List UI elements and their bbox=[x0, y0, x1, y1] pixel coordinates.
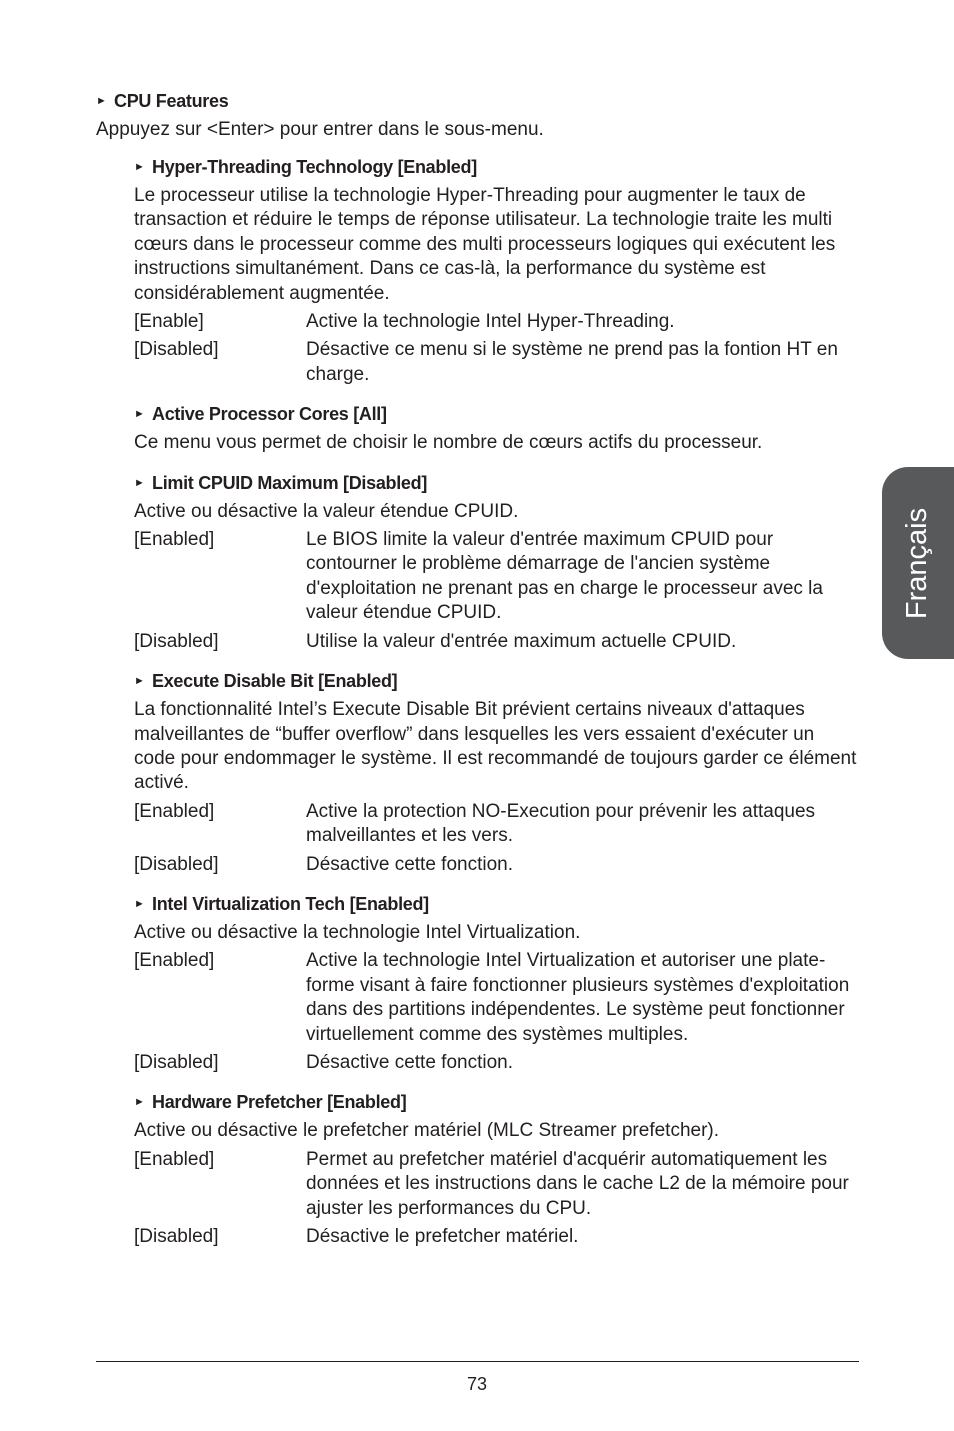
setting-description: Active ou désactive le prefetcher matériel (MLC Streamer prefetcher). bbox=[134, 1120, 720, 1142]
option-row bbox=[134, 528, 860, 626]
option-row bbox=[134, 949, 860, 1047]
triangle-right-icon: ► bbox=[134, 897, 145, 910]
option-value: Utilise la valeur d'entrée maximum actuelle CPUID. bbox=[306, 630, 737, 652]
option-value: Désactive ce menu si le système ne prend pas la fontion HT en charge. bbox=[306, 339, 838, 385]
triangle-right-icon: ► bbox=[96, 95, 107, 107]
option-row bbox=[134, 1051, 860, 1075]
setting-description: Le processeur utilise la technologie Hyper-Threading pour augmenter le taux de transaction et réduire le temps de réponse utilisateur. La technologie traite les multi cœurs dans le processeur comme des multi processeurs logiques qui exécutent les instructions simultanément. Dans ce cas-là, la performance du système est considérablement augmentée. bbox=[134, 185, 836, 304]
option-key: [Disabled] bbox=[134, 1051, 219, 1073]
setting-title bbox=[134, 1089, 860, 1115]
setting-title bbox=[134, 154, 860, 180]
setting-section bbox=[134, 154, 860, 387]
option-value: Permet au prefetcher matériel d'acquérir automatiquement les données et les instructions dans le cache L2 de la mémoire pour ajuster les performances du CPU. bbox=[306, 1148, 849, 1219]
setting-section bbox=[134, 891, 860, 1075]
option-key: [Disabled] bbox=[134, 853, 219, 875]
setting-description: Active ou désactive la valeur étendue CPUID. bbox=[134, 500, 519, 522]
triangle-right-icon: ► bbox=[134, 1096, 145, 1109]
option-row bbox=[134, 1148, 860, 1221]
option-value: Désactive cette fonction. bbox=[306, 1051, 513, 1073]
settings-list bbox=[96, 154, 860, 1249]
setting-section bbox=[134, 470, 860, 654]
setting-section bbox=[134, 1089, 860, 1249]
option-value: Désactive cette fonction. bbox=[306, 853, 513, 875]
setting-title bbox=[134, 470, 860, 496]
setting-title-text: Limit CPUID Maximum [Disabled] bbox=[152, 472, 428, 493]
language-tab-label: Français bbox=[901, 507, 934, 619]
option-value: Active la technologie Intel Virtualization et autoriser une plate-forme visant à faire fonctionner plusieurs systèmes d'exploitation dans des partitions indépendentes. Le système peut fonctionner virtuellement comme des systèmes multiples. bbox=[306, 950, 850, 1045]
option-key: [Enabled] bbox=[134, 1148, 215, 1170]
menu-intro: Appuyez sur <Enter> pour entrer dans le sous-menu. bbox=[96, 119, 544, 140]
option-key: [Enabled] bbox=[134, 800, 215, 822]
option-value: Désactive le prefetcher matériel. bbox=[306, 1226, 579, 1247]
option-row bbox=[134, 310, 860, 334]
setting-description: La fonctionnalité Intel’s Execute Disable Bit prévient certains niveaux d'attaques malveillantes de “buffer overflow” dans lesquelles les vers essaient d'exécuter un code pour endommager le système. Il est recommandé de toujours garder ce élément activé. bbox=[134, 699, 857, 794]
setting-title bbox=[134, 891, 860, 917]
option-key: [Disabled] bbox=[134, 1226, 219, 1247]
option-key: [Enabled] bbox=[134, 950, 215, 972]
option-row bbox=[134, 630, 860, 654]
setting-title-text: Active Processor Cores [All] bbox=[152, 404, 387, 425]
page-number: 73 bbox=[466, 1374, 488, 1394]
option-value: Active la protection NO-Execution pour prévenir les attaques malveillantes et les vers. bbox=[306, 800, 816, 847]
triangle-right-icon: ► bbox=[134, 161, 145, 173]
option-key: [Enabled] bbox=[134, 529, 215, 551]
option-row bbox=[134, 853, 860, 877]
setting-title bbox=[134, 401, 860, 427]
menu-heading-text: CPU Features bbox=[114, 91, 229, 111]
setting-title-text: Hardware Prefetcher [Enabled] bbox=[152, 1092, 407, 1113]
setting-title-text: Intel Virtualization Tech [Enabled] bbox=[152, 893, 429, 914]
setting-title-text: Hyper-Threading Technology [Enabled] bbox=[152, 157, 477, 177]
option-key: [Enable] bbox=[134, 311, 204, 333]
menu-heading bbox=[96, 88, 860, 114]
option-key: [Disabled] bbox=[134, 630, 219, 652]
option-row bbox=[134, 800, 860, 849]
setting-description: Ce menu vous permet de choisir le nombre de cœurs actifs du processeur. bbox=[134, 432, 763, 454]
setting-section bbox=[134, 668, 860, 877]
option-key: [Disabled] bbox=[134, 339, 219, 361]
setting-section bbox=[134, 401, 860, 455]
language-tab bbox=[882, 467, 954, 659]
setting-title bbox=[134, 668, 860, 694]
triangle-right-icon: ► bbox=[134, 476, 145, 489]
footer-rule bbox=[96, 1361, 859, 1362]
option-value: Active la technologie Intel Hyper-Threading. bbox=[306, 311, 675, 333]
option-row bbox=[134, 1225, 860, 1249]
setting-description: Active ou désactive la technologie Intel Virtualization. bbox=[134, 921, 581, 943]
triangle-right-icon: ► bbox=[134, 408, 145, 421]
option-value: Le BIOS limite la valeur d'entrée maximum CPUID pour contourner le problème démarrage de l'ancien système d'exploitation ne prenant pas en charge le processeur avec la valeur étendue CPUID. bbox=[306, 529, 823, 624]
option-row bbox=[134, 338, 860, 387]
triangle-right-icon: ► bbox=[134, 675, 145, 688]
setting-title-text: Execute Disable Bit [Enabled] bbox=[152, 671, 398, 692]
page-content bbox=[96, 88, 860, 1263]
